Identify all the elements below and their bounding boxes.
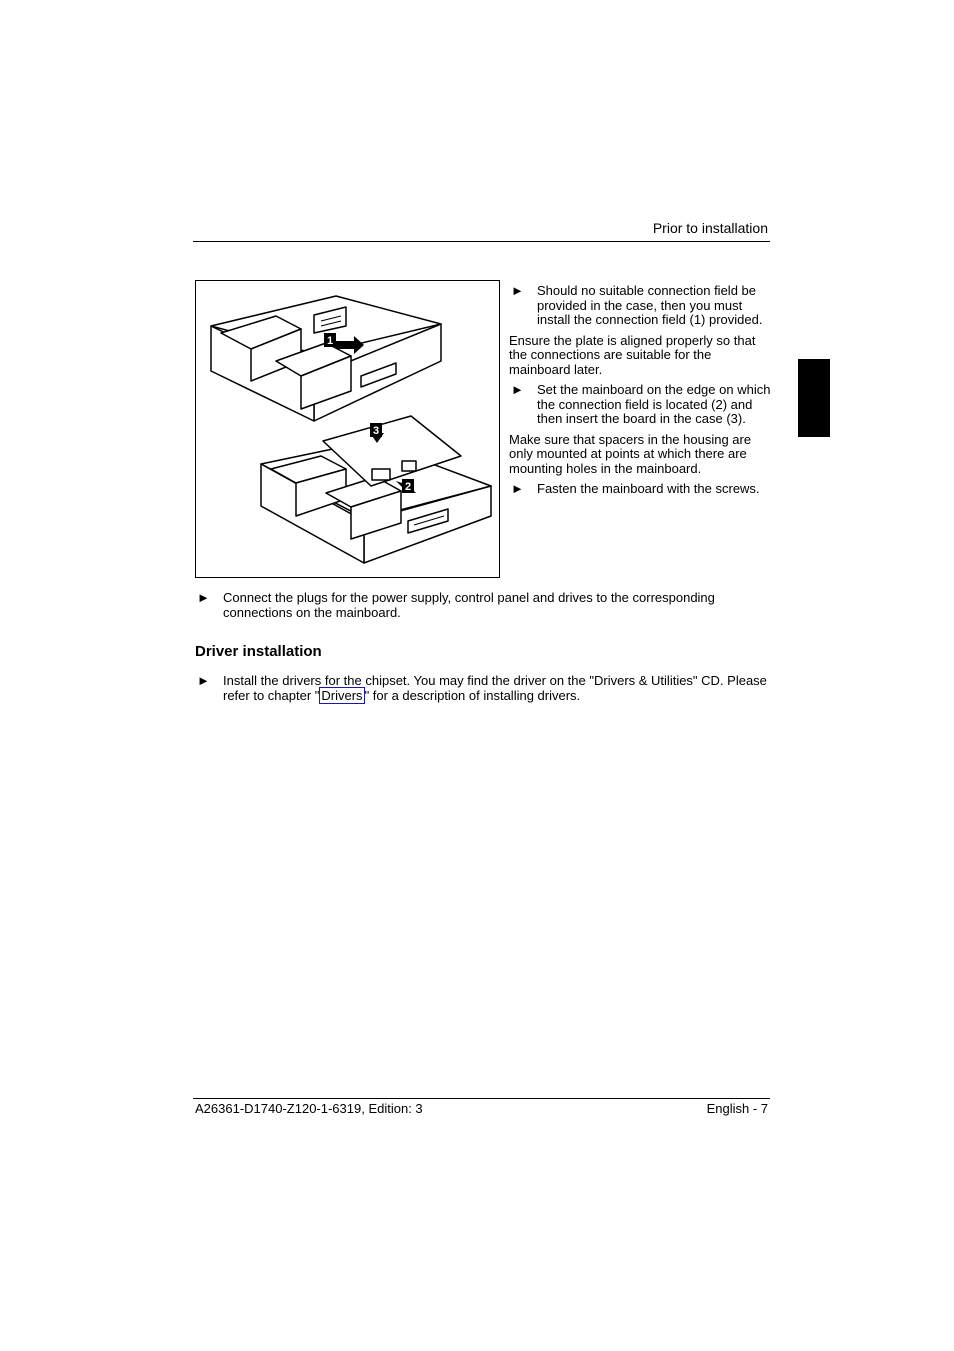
bullet-arrow-icon: ► <box>197 590 210 605</box>
driver-install-bullet <box>195 674 775 703</box>
connect-plugs-bullet <box>195 591 775 620</box>
chapter-tab-marker <box>798 359 830 437</box>
driver-text-before: Install the drivers for the chipset. You may find the driver on the "Drivers & Utilities" CD. Please refer to chapter " <box>223 673 767 703</box>
driver-text-after: " for a description of installing drivers. <box>364 687 581 703</box>
side-bullet-3 <box>509 482 771 497</box>
side-paragraph-2: Make sure that spacers in the housing are only mounted at points at which there are mounting holes in the mainboard. <box>509 431 752 476</box>
document-id: A26361-D1740-Z120-1-6319, Edition: 3 <box>195 1101 423 1116</box>
mainboard-installation-illustration <box>196 281 499 577</box>
running-header: Prior to installation <box>652 220 768 236</box>
side-bullet-1-text: Should no suitable connection field be provided in the case, then you must install the connection field (1) provided. <box>537 283 763 327</box>
page-number: English - 7 <box>706 1101 768 1116</box>
bullet-arrow-icon: ► <box>197 673 210 688</box>
installation-figure <box>195 280 500 578</box>
footer-rule <box>193 1098 770 1099</box>
header-rule <box>193 241 770 242</box>
bullet-arrow-icon: ► <box>511 382 524 397</box>
side-bullet-1 <box>509 284 771 328</box>
side-bullet-2-text: Set the mainboard on the edge on which the connection field is located (2) and then insert the board in the case (3). <box>537 382 771 426</box>
bullet-arrow-icon: ► <box>511 283 524 298</box>
side-bullet-2 <box>509 383 771 427</box>
connect-plugs-text: Connect the plugs for the power supply, control panel and drives to the corresponding connections on the mainboard. <box>223 590 715 620</box>
side-paragraph-1: Ensure the plate is aligned properly so that the connections are suitable for the mainboard later. <box>509 332 756 377</box>
callout-3: 3 <box>372 425 380 437</box>
mainboard-connector-b <box>402 461 416 471</box>
callout-1: 1 <box>326 335 334 347</box>
bullet-arrow-icon: ► <box>511 481 524 496</box>
mainboard-connector-a <box>372 469 390 480</box>
drivers-chapter-link[interactable]: Drivers <box>321 687 363 703</box>
callout-2: 2 <box>404 481 412 493</box>
side-instructions <box>509 284 771 503</box>
section-heading-driver-installation: Driver installation <box>195 643 322 660</box>
side-bullet-3-text: Fasten the mainboard with the screws. <box>537 481 760 496</box>
